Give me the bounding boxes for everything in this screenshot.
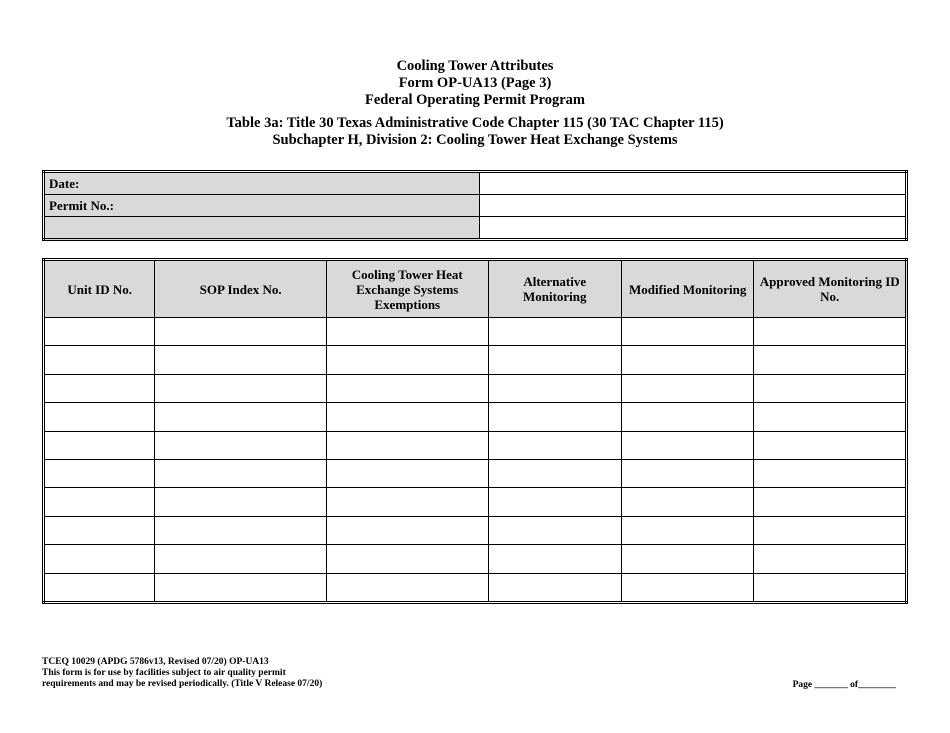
exemptions-cell[interactable] — [326, 431, 488, 459]
sop-index-cell[interactable] — [155, 459, 327, 487]
footer-form-id: TCEQ 10029 (APDG 5786v13, Revised 07/20) OP-UA13 — [42, 657, 269, 667]
sop-index-cell[interactable] — [155, 573, 327, 602]
unit-id-cell[interactable] — [44, 346, 155, 374]
permit-no-row — [44, 195, 907, 217]
modified-monitoring-cell[interactable] — [621, 403, 753, 431]
column-header-approved-monitoring-id: Approved Monitoring ID No. — [754, 260, 907, 318]
table-row — [44, 346, 907, 374]
table-row — [44, 318, 907, 346]
blank-info-row — [44, 217, 907, 240]
modified-monitoring-cell[interactable] — [621, 573, 753, 602]
column-header-modified-monitoring: Modified Monitoring — [621, 260, 753, 318]
sop-index-cell[interactable] — [155, 516, 327, 544]
column-header-unit-id: Unit ID No. — [44, 260, 155, 318]
table-header-row — [44, 260, 907, 318]
column-header-alternative-monitoring: Alternative Monitoring — [488, 260, 621, 318]
modified-monitoring-cell[interactable] — [621, 374, 753, 402]
column-header-exemptions: Cooling Tower Heat Exchange Systems Exemptions — [326, 260, 488, 318]
date-label: Date: — [44, 172, 480, 195]
alternative-monitoring-cell[interactable] — [488, 318, 621, 346]
table-row — [44, 488, 907, 516]
form-title-line-1: Cooling Tower Attributes — [396, 58, 554, 74]
modified-monitoring-cell[interactable] — [621, 516, 753, 544]
exemptions-cell[interactable] — [326, 545, 488, 573]
exemptions-cell[interactable] — [326, 459, 488, 487]
table-title-line-2: Subchapter H, Division 2: Cooling Tower Heat Exchange Systems — [272, 132, 678, 148]
table-body — [44, 318, 907, 603]
table-title-line-1: Table 3a: Title 30 Texas Administrative Code Chapter 115 (30 TAC Chapter 115) — [226, 115, 724, 131]
form-title-line-3: Federal Operating Permit Program — [365, 92, 585, 108]
approved-monitoring-id-cell[interactable] — [754, 573, 907, 602]
exemptions-cell[interactable] — [326, 573, 488, 602]
approved-monitoring-id-cell[interactable] — [754, 346, 907, 374]
table-row — [44, 459, 907, 487]
modified-monitoring-cell[interactable] — [621, 346, 753, 374]
sop-index-cell[interactable] — [155, 374, 327, 402]
exemptions-cell[interactable] — [326, 318, 488, 346]
alternative-monitoring-cell[interactable] — [488, 374, 621, 402]
exemptions-cell[interactable] — [326, 374, 488, 402]
modified-monitoring-cell[interactable] — [621, 318, 753, 346]
modified-monitoring-cell[interactable] — [621, 459, 753, 487]
approved-monitoring-id-cell[interactable] — [754, 374, 907, 402]
sop-index-cell[interactable] — [155, 488, 327, 516]
alternative-monitoring-cell[interactable] — [488, 573, 621, 602]
alternative-monitoring-cell[interactable] — [488, 431, 621, 459]
unit-id-cell[interactable] — [44, 403, 155, 431]
approved-monitoring-id-cell[interactable] — [754, 516, 907, 544]
unit-id-cell[interactable] — [44, 545, 155, 573]
footer-note-line-2: requirements and may be revised periodically. (Title V Release 07/20) — [42, 679, 323, 689]
exemptions-cell[interactable] — [326, 516, 488, 544]
table-row — [44, 573, 907, 602]
unit-id-cell[interactable] — [44, 573, 155, 602]
form-title — [0, 58, 950, 109]
date-row — [44, 172, 907, 195]
approved-monitoring-id-cell[interactable] — [754, 318, 907, 346]
blank-info-label — [44, 217, 480, 240]
alternative-monitoring-cell[interactable] — [488, 545, 621, 573]
modified-monitoring-cell[interactable] — [621, 488, 753, 516]
permit-no-label: Permit No.: — [44, 195, 480, 217]
exemptions-cell[interactable] — [326, 403, 488, 431]
alternative-monitoring-cell[interactable] — [488, 459, 621, 487]
approved-monitoring-id-cell[interactable] — [754, 545, 907, 573]
table-row — [44, 403, 907, 431]
approved-monitoring-id-cell[interactable] — [754, 488, 907, 516]
table-row — [44, 545, 907, 573]
approved-monitoring-id-cell[interactable] — [754, 459, 907, 487]
sop-index-cell[interactable] — [155, 346, 327, 374]
sop-index-cell[interactable] — [155, 318, 327, 346]
alternative-monitoring-cell[interactable] — [488, 488, 621, 516]
unit-id-cell[interactable] — [44, 374, 155, 402]
permit-info-table — [42, 170, 908, 241]
alternative-monitoring-cell[interactable] — [488, 346, 621, 374]
alternative-monitoring-cell[interactable] — [488, 516, 621, 544]
form-footer — [42, 657, 322, 690]
form-title-line-2: Form OP-UA13 (Page 3) — [398, 75, 552, 91]
footer-note-line-1: This form is for use by facilities subject to air quality permit — [42, 668, 286, 678]
table-row — [44, 374, 907, 402]
sop-index-cell[interactable] — [155, 403, 327, 431]
page-number: Page _______ of________ — [792, 680, 896, 690]
unit-id-cell[interactable] — [44, 488, 155, 516]
sop-index-cell[interactable] — [155, 431, 327, 459]
column-header-sop-index: SOP Index No. — [155, 260, 327, 318]
approved-monitoring-id-cell[interactable] — [754, 431, 907, 459]
table-title — [0, 115, 950, 149]
sop-index-cell[interactable] — [155, 545, 327, 573]
permit-no-field[interactable] — [480, 195, 907, 217]
table-row — [44, 431, 907, 459]
unit-id-cell[interactable] — [44, 516, 155, 544]
exemptions-cell[interactable] — [326, 346, 488, 374]
alternative-monitoring-cell[interactable] — [488, 403, 621, 431]
unit-id-cell[interactable] — [44, 431, 155, 459]
blank-info-field[interactable] — [480, 217, 907, 240]
unit-id-cell[interactable] — [44, 459, 155, 487]
modified-monitoring-cell[interactable] — [621, 431, 753, 459]
cooling-tower-table — [42, 258, 908, 604]
exemptions-cell[interactable] — [326, 488, 488, 516]
date-field[interactable] — [480, 172, 907, 195]
modified-monitoring-cell[interactable] — [621, 545, 753, 573]
unit-id-cell[interactable] — [44, 318, 155, 346]
approved-monitoring-id-cell[interactable] — [754, 403, 907, 431]
table-row — [44, 516, 907, 544]
